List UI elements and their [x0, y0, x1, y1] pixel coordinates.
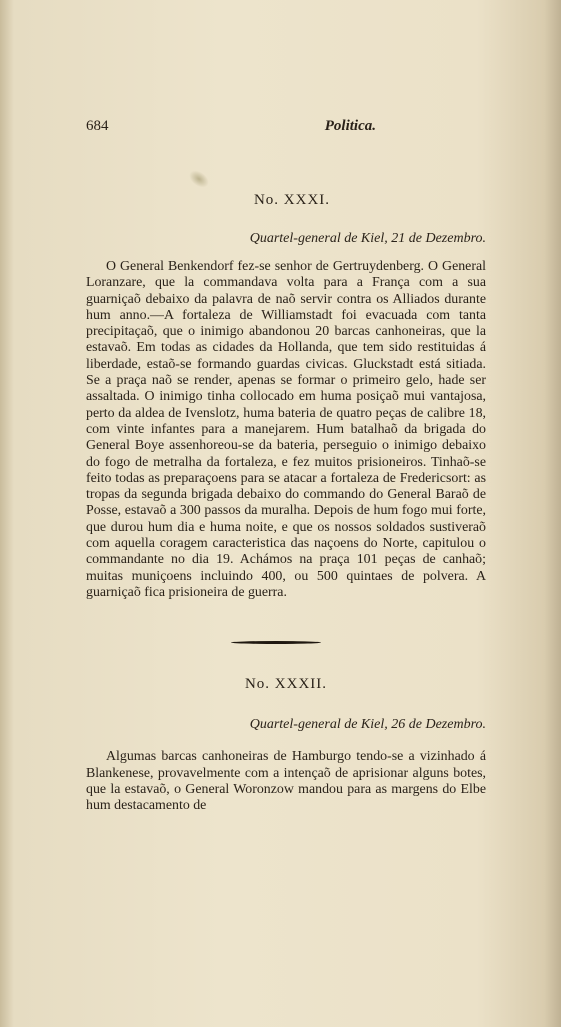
section-body-2: Algumas barcas canhoneiras de Hamburgo tendo-se a vizinhado á Blankenese, provavelmente com a intençaõ de aprisionar alguns botes, que la estavaõ, o General Woronzow mandou para as margens do Elbe hum destacamento de: [86, 749, 486, 814]
section-body: O General Benkendorf fez-se senhor de Gertruydenberg. O General Loranzare, que la commandava volta para a França com a sua guarniçaõ debaixo da palavra de naõ servir contra os Alliados durante hum anno.—A fortaleza de Williamstadt foi evacuada com tanta precipitaçaõ, que o inimigo abandonou 20 barcas canhoneiras, que la estavaõ. Em todas as cidades da Hollanda, que tem sido restituidas á liberdade, estaõ-se formando guardas civicas. Gluckstadt está sitiada. Se a praça naõ se render, apenas se formar o primeiro gelo, hade ser assaltada. O inimigo tinha collocado em huma posiçaõ mui vantajosa, perto da aldea de Ivenslotz, huma bateria de quatro peças de calibre 18, com vinte infantes para a manejarem. Hum batalhaõ da brigada do General Boye assenhoreou-se da bateria, perseguio o inimigo debaixo do fogo de metralha da fortaleza, e fez muitos prisioneiros. Tinhaõ-se feito todas as preparaçoens para se atacar a fortaleza de Fredericsort: as tropas da segunda brigada debaixo do commando do General Baraõ de Posse, estavaõ a 300 passos da muralha. Depois de hum fogo mui forte, que durou hum dia e huma noite, e que os nossos soldados sustiveraõ com aquella coragem caracteristica das naçoens do Norte, capitulou o commandante no dia 19. Achámos na praça 101 peças de canhaõ; muitas muniçoens incluindo 400, ou 500 quintaes de polvera. A guarniçaõ fica prisioneira de guerra.: [86, 259, 486, 600]
section-divider: [231, 641, 321, 644]
running-head: [86, 118, 486, 135]
section-number-2: No. XXXII.: [244, 676, 328, 693]
running-title: Politica.: [324, 118, 376, 134]
page-content: [86, 118, 486, 814]
page-number: 684: [86, 118, 109, 134]
section-dateline: Quartel-general de Kiel, 21 de Dezembro.: [249, 231, 486, 246]
section-dateline-2: Quartel-general de Kiel, 26 de Dezembro.: [249, 717, 486, 733]
section-number: No. XXXI.: [253, 192, 331, 208]
